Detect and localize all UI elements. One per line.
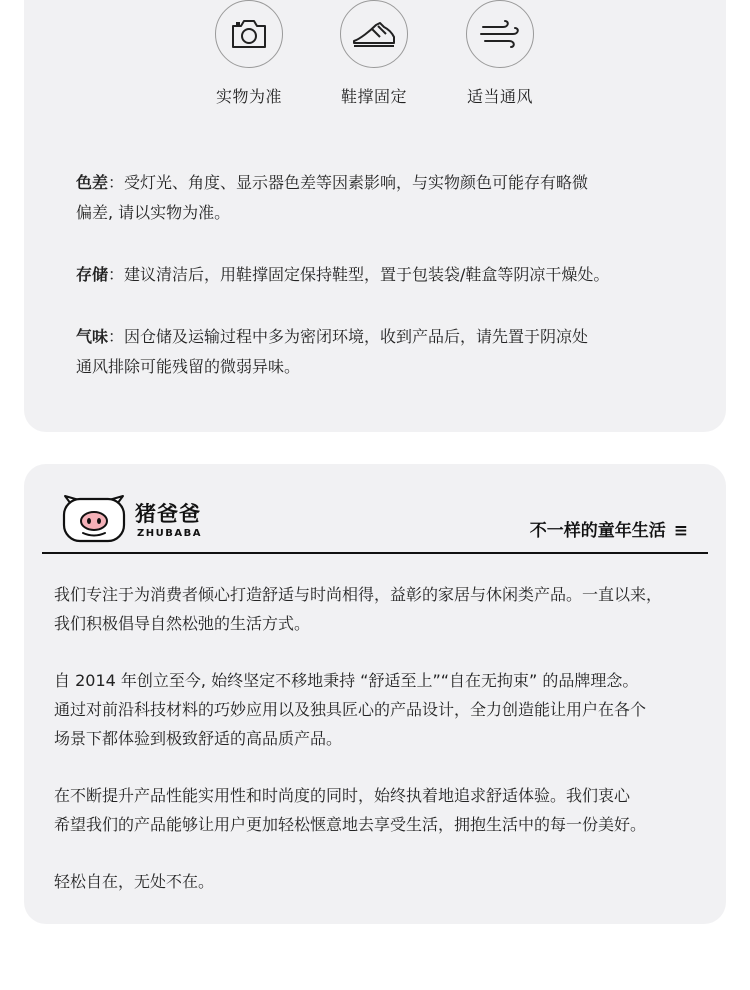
brand-logo-text: 猪爸爸 xyxy=(135,502,201,526)
note-sep: ： xyxy=(108,173,125,192)
feature-label: 鞋撑固定 xyxy=(340,87,407,106)
brand-logo-en: ZHUBABA xyxy=(137,528,202,539)
note-line: 因仓储及运输过程中多为密闭环境，收到产品后，请先置于阴凉处 xyxy=(124,327,589,346)
note-line: 受灯光、角度、显示器色差等因素影响，与实物颜色可能存有略微 xyxy=(124,173,589,192)
note-key: 气味 xyxy=(76,327,109,346)
note-line: 建议清洁后，用鞋撑固定保持鞋型，置于包装袋/鞋盒等阴凉干燥处。 xyxy=(124,265,610,284)
paragraph-line: 通过对前沿科技材料的巧妙应用以及独具匠心的产品设计，全力创造能让用户在各个 xyxy=(54,700,647,719)
note-odor xyxy=(76,322,696,382)
header-divider xyxy=(42,552,708,554)
shoe-tree-icon xyxy=(340,0,408,68)
paragraph-line: 希望我们的产品能够让用户更加轻松惬意地去享受生活，拥抱生活中的每一份美好。 xyxy=(54,815,647,834)
brand-info-card xyxy=(24,464,726,924)
brand-paragraph xyxy=(54,867,704,896)
paragraph-line: 场景下都体验到极致舒适的高品质产品。 xyxy=(54,729,343,748)
feature-shoe-tree xyxy=(319,0,429,107)
feature-true-to-life xyxy=(194,0,304,107)
brand-header xyxy=(24,464,726,554)
camera-icon xyxy=(215,0,283,68)
paragraph-line: 在不断提升产品性能实用性和时尚度的同时，始终执着地追求舒适体验。我们衷心 xyxy=(54,786,631,805)
paragraph-line: 我们专注于为消费者倾心打造舒适与时尚相得，益彰的家居与休闲类产品。一直以来， xyxy=(54,585,663,604)
paragraph-line: 自 2014 年创立至今, 始终坚定不移地秉持 “舒适至上”“自在无拘束” 的品牌理念。 xyxy=(54,671,639,690)
brand-paragraph xyxy=(54,781,704,839)
pig-logo-icon xyxy=(61,494,127,544)
care-info-card xyxy=(24,0,726,432)
paragraph-line: 轻松自在，无处不在。 xyxy=(54,872,215,891)
feature-ventilation xyxy=(445,0,555,107)
menu-icon: ≡ xyxy=(673,521,688,541)
brand-paragraph xyxy=(54,666,704,753)
slogan-text: 不一样的童年生活 xyxy=(529,521,666,541)
note-key: 存储 xyxy=(76,265,109,284)
paragraph-line: 我们积极倡导自然松弛的生活方式。 xyxy=(54,614,311,633)
feature-icons-row xyxy=(24,0,726,110)
note-storage xyxy=(76,260,696,290)
note-line: 偏差, 请以实物为准。 xyxy=(76,203,231,222)
brand-slogan xyxy=(530,516,688,541)
note-line: 通风排除可能残留的微弱异味。 xyxy=(76,357,301,376)
brand-paragraph xyxy=(54,580,704,638)
note-sep: ： xyxy=(108,327,125,346)
feature-label: 实物为准 xyxy=(215,87,282,106)
note-color-difference xyxy=(76,168,696,228)
feature-label: 适当通风 xyxy=(466,87,533,106)
note-key: 色差 xyxy=(76,173,109,192)
note-sep: ： xyxy=(108,265,125,284)
wind-icon xyxy=(466,0,534,68)
